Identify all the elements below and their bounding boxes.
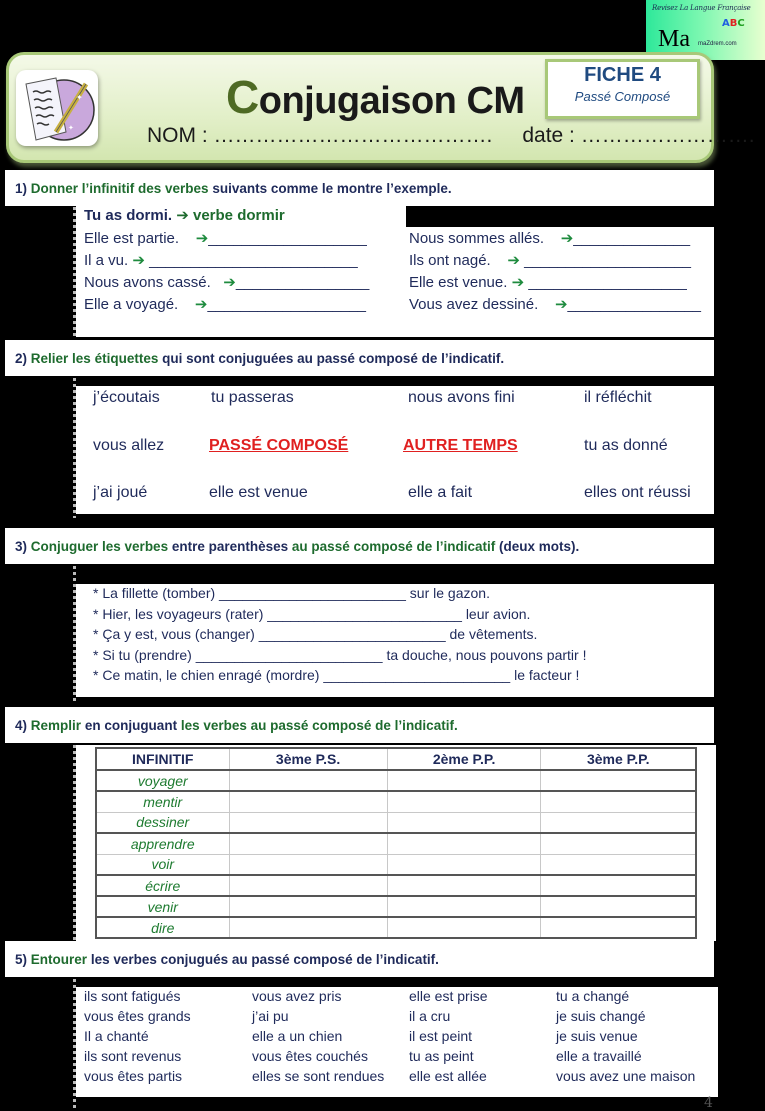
column-header: 3ème P.P. xyxy=(541,748,696,770)
site-logo xyxy=(646,0,765,60)
fiche-subtitle: Passé Composé xyxy=(574,89,671,104)
table-row xyxy=(96,770,696,791)
verb-infinitive: mentir xyxy=(96,791,229,812)
label-card[interactable]: j’ai joué xyxy=(93,484,148,501)
exercise-item: Elle est partie. ➔___________________ xyxy=(84,230,367,247)
verb-option[interactable]: vous avez pris xyxy=(252,988,342,1004)
margin-line xyxy=(73,378,76,518)
answer-cell[interactable] xyxy=(541,854,696,875)
answer-cell[interactable] xyxy=(387,833,541,854)
label-card[interactable]: vous allez xyxy=(93,437,165,454)
answer-blank[interactable]: ___________________ xyxy=(528,274,687,291)
margin-line xyxy=(73,745,76,941)
verb-option[interactable]: tu as peint xyxy=(409,1048,474,1064)
verb-option[interactable]: ils sont fatigués xyxy=(84,988,181,1004)
label-card[interactable]: tu passeras xyxy=(211,389,294,406)
verb-infinitive: voir xyxy=(96,854,229,875)
logo-mark: Ma xyxy=(658,26,690,52)
writing-paper-icon xyxy=(16,70,98,146)
target-passe-compose[interactable]: PASSÉ COMPOSÉ xyxy=(209,437,349,454)
label-card[interactable]: elles ont réussi xyxy=(584,484,691,501)
page-number: 4 xyxy=(704,1095,713,1111)
table-row xyxy=(96,896,696,917)
margin-line xyxy=(73,207,76,337)
label-card[interactable]: nous avons fini xyxy=(408,389,515,406)
fill-in-sentence[interactable]: * Ça y est, vous (changer) ________________________ de vêtements. xyxy=(93,626,538,642)
verb-option[interactable]: tu a changé xyxy=(556,988,630,1004)
target-autre-temps[interactable]: AUTRE TEMPS xyxy=(403,437,518,454)
fill-in-sentence[interactable]: * Hier, les voyageurs (rater) _________________________ leur avion. xyxy=(93,606,531,622)
table-row xyxy=(96,833,696,854)
name-field[interactable]: NOM : …………………………………. xyxy=(147,124,493,147)
answer-cell[interactable] xyxy=(387,896,541,917)
verb-infinitive: dessiner xyxy=(96,812,229,833)
label-card[interactable]: elle est venue xyxy=(209,484,308,501)
answer-cell[interactable] xyxy=(229,833,387,854)
verb-option[interactable]: elles se sont rendues xyxy=(252,1068,385,1084)
table-row xyxy=(96,875,696,896)
answer-blank[interactable]: ____________________ xyxy=(524,252,692,269)
logo-site: maZdrem.com xyxy=(698,41,737,47)
answer-cell[interactable] xyxy=(541,791,696,812)
margin-line xyxy=(73,979,76,1111)
verb-option[interactable]: vous êtes grands xyxy=(84,1008,191,1024)
page-title: Conjugaison CM xyxy=(226,71,525,123)
margin-line xyxy=(73,566,76,701)
label-card[interactable]: elle a fait xyxy=(408,484,473,501)
verb-option[interactable]: ils sont revenus xyxy=(84,1048,182,1064)
answer-blank[interactable]: ________________ xyxy=(567,296,701,313)
name-date-line xyxy=(147,124,755,148)
logo-tagline: Revisez La Langue Française xyxy=(652,4,751,12)
exercise-item: Nous avons cassé. ➔________________ xyxy=(84,274,370,291)
section3-heading: 3) Conjuguer les verbes entre parenthèses au passé composé de l’indicatif (deux mots). xyxy=(5,528,714,564)
answer-cell[interactable] xyxy=(387,854,541,875)
section4-heading: 4) Remplir en conjuguant les verbes au passé composé de l’indicatif. xyxy=(5,707,714,743)
example-line: Tu as dormi. ➔ verbe dormir xyxy=(84,207,285,224)
svg-text:✦: ✦ xyxy=(76,93,83,102)
answer-cell[interactable] xyxy=(541,833,696,854)
answer-cell[interactable] xyxy=(229,791,387,812)
answer-cell[interactable] xyxy=(541,875,696,896)
answer-cell[interactable] xyxy=(387,791,541,812)
table-row xyxy=(96,854,696,875)
answer-blank[interactable]: _________________________ xyxy=(149,252,358,269)
verb-option[interactable]: Il a chanté xyxy=(84,1028,149,1044)
verb-infinitive: dire xyxy=(96,917,229,938)
verb-option[interactable]: elle a travaillé xyxy=(556,1048,642,1064)
answer-cell[interactable] xyxy=(541,770,696,791)
fiche-badge xyxy=(545,59,700,119)
conjugation-table xyxy=(95,747,697,939)
fill-in-sentence[interactable]: * La fillette (tomber) ________________________ sur le gazon. xyxy=(93,585,490,601)
verb-option[interactable]: elle a un chien xyxy=(252,1028,343,1044)
exercise-item: Ils ont nagé. ➔ ____________________ xyxy=(409,252,692,269)
answer-blank[interactable]: ________________ xyxy=(235,274,370,291)
table-row xyxy=(96,812,696,833)
answer-cell[interactable] xyxy=(229,875,387,896)
answer-cell[interactable] xyxy=(229,770,387,791)
answer-cell[interactable] xyxy=(541,917,696,938)
column-header: 3ème P.S. xyxy=(229,748,387,770)
answer-cell[interactable] xyxy=(229,917,387,938)
answer-cell[interactable] xyxy=(229,896,387,917)
answer-cell[interactable] xyxy=(387,770,541,791)
verb-option[interactable]: vous êtes partis xyxy=(84,1068,183,1084)
exercise-item: Nous sommes allés. ➔______________ xyxy=(409,230,691,247)
verb-infinitive: écrire xyxy=(96,875,229,896)
label-card[interactable]: il réfléchit xyxy=(584,389,652,406)
svg-text:✦: ✦ xyxy=(68,125,74,132)
answer-cell[interactable] xyxy=(541,812,696,833)
answer-cell[interactable] xyxy=(387,812,541,833)
verb-option[interactable]: elle est allée xyxy=(409,1068,487,1084)
table-row xyxy=(96,791,696,812)
label-card[interactable]: j’écoutais xyxy=(93,389,160,406)
answer-cell[interactable] xyxy=(541,896,696,917)
verb-option[interactable]: je suis venue xyxy=(556,1028,638,1044)
exercise-item: Il a vu. ➔ _________________________ xyxy=(84,252,358,269)
verb-option[interactable]: vous avez une maison xyxy=(556,1068,696,1084)
fill-in-sentence[interactable]: * Si tu (prendre) ________________________ ta douche, nous pouvons partir ! xyxy=(93,647,587,663)
answer-cell[interactable] xyxy=(229,854,387,875)
exercise-item: Vous avez dessiné. ➔________________ xyxy=(409,296,701,313)
exercise-item: Elle est venue. ➔ ___________________ xyxy=(409,274,687,291)
exercise-item: Elle a voyagé. ➔___________________ xyxy=(84,296,366,313)
section2-heading: 2) Relier les étiquettes qui sont conjuguées au passé composé de l’indicatif. xyxy=(5,340,714,376)
date-field[interactable]: date : ……………………. xyxy=(522,124,755,147)
fill-in-sentence[interactable]: * Ce matin, le chien enragé (mordre) ________________________ le facteur ! xyxy=(93,667,580,683)
verb-option[interactable]: j’ai pu xyxy=(252,1008,289,1024)
column-header: 2ème P.P. xyxy=(387,748,541,770)
abc-icon: ABC xyxy=(722,18,745,29)
answer-blank[interactable]: ___________________ xyxy=(207,296,366,313)
verb-infinitive: venir xyxy=(96,896,229,917)
column-header: INFINITIF xyxy=(96,748,229,770)
verb-infinitive: apprendre xyxy=(96,833,229,854)
section5-heading: 5) Entourer les verbes conjugués au passé composé de l’indicatif. xyxy=(5,941,714,977)
verb-option[interactable]: elle est prise xyxy=(409,988,488,1004)
answer-cell[interactable] xyxy=(387,917,541,938)
label-card[interactable]: tu as donné xyxy=(584,437,668,454)
verb-option[interactable]: je suis changé xyxy=(556,1008,646,1024)
section1-heading: 1) Donner l’infinitif des verbes suivants comme le montre l’exemple. xyxy=(5,170,714,206)
verb-option[interactable]: il a cru xyxy=(409,1008,451,1024)
answer-cell[interactable] xyxy=(229,812,387,833)
answer-blank[interactable]: ___________________ xyxy=(208,230,367,247)
answer-blank[interactable]: ______________ xyxy=(573,230,691,247)
verb-option[interactable]: il est peint xyxy=(409,1028,473,1044)
answer-cell[interactable] xyxy=(387,875,541,896)
fiche-number: FICHE 4 xyxy=(584,64,661,86)
verb-infinitive: voyager xyxy=(96,770,229,791)
table-row xyxy=(96,917,696,938)
verb-option[interactable]: vous êtes couchés xyxy=(252,1048,368,1064)
